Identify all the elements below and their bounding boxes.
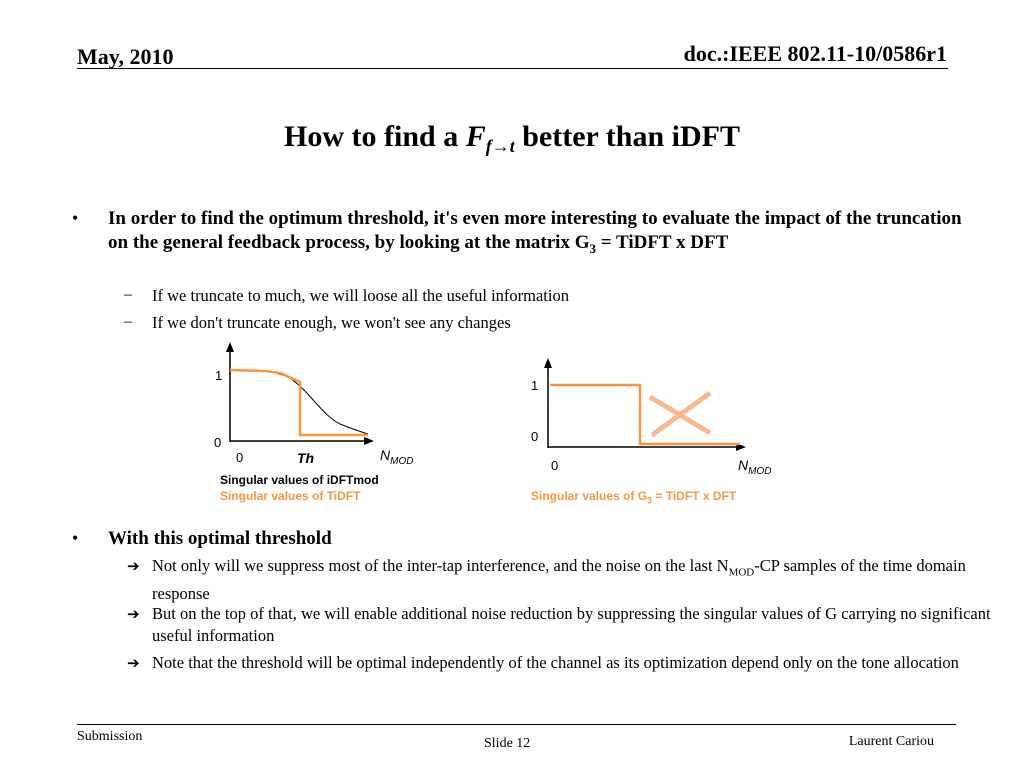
left-chart-y-arrow bbox=[226, 342, 234, 352]
arrow-right-icon: ➔ bbox=[127, 607, 140, 623]
slide-title bbox=[0, 120, 1024, 157]
right-chart-x-label-main: N bbox=[738, 457, 749, 473]
title-symbol: F bbox=[465, 120, 486, 153]
arrow-item-text-b: -CP samples of the time domain response bbox=[152, 556, 966, 604]
left-chart-x-arrow bbox=[364, 437, 374, 445]
footer-slide-number: Slide 12 bbox=[484, 736, 531, 751]
footer-author: Laurent Cariou bbox=[848, 734, 934, 749]
sub-bullet-text: If we truncate to much, we will loose all the useful information bbox=[152, 286, 569, 305]
right-chart-y-one: 1 bbox=[531, 378, 539, 393]
title-prefix: How to find a bbox=[284, 120, 466, 153]
right-chart bbox=[540, 355, 750, 455]
arrow-item-text: But on the top of that, we will enable additional noise reduction by suppressing the singular values of G carrying no significant useful information bbox=[152, 604, 991, 645]
right-chart-x-zero: 0 bbox=[551, 458, 559, 473]
arrow-item-text bbox=[152, 555, 992, 605]
right-chart-g3-curve bbox=[550, 385, 740, 444]
title-subscript: f→t bbox=[485, 136, 515, 156]
left-chart-x-label-sub: MOD bbox=[390, 455, 414, 467]
bullet-text: With this optimal threshold bbox=[108, 528, 332, 549]
bullet-text-a: In order to find the optimum threshold, it's even more interesting to evaluate the impact of the truncation on the general feedback process, by looking at the matrix G bbox=[108, 208, 962, 253]
right-chart-caption bbox=[531, 489, 736, 505]
header-doc-id: doc.:IEEE 802.11-10/0586r1 bbox=[683, 41, 947, 66]
left-chart-x-label-main: N bbox=[380, 447, 391, 463]
footer-divider bbox=[77, 724, 956, 725]
arrow-right-icon: ➔ bbox=[127, 656, 140, 672]
left-chart bbox=[220, 340, 380, 450]
bullet-text-sub: 3 bbox=[589, 240, 596, 256]
right-chart-x-label-sub: MOD bbox=[748, 465, 772, 477]
left-chart-x-zero: 0 bbox=[236, 450, 244, 465]
header-divider bbox=[77, 68, 948, 69]
sub-bullet-text: If we don't truncate enough, we won't see any changes bbox=[152, 313, 511, 332]
left-chart-caption-tidft: Singular values of TiDFT bbox=[220, 489, 361, 503]
right-chart-caption-a: Singular values of G bbox=[531, 489, 648, 503]
arrow-right-icon: ➔ bbox=[127, 559, 140, 575]
title-suffix: better than iDFT bbox=[514, 120, 740, 153]
right-chart-y-arrow bbox=[544, 358, 552, 368]
sub-bullet-marker: – bbox=[124, 286, 132, 303]
right-chart-y-zero: 0 bbox=[531, 429, 539, 444]
arrow-item-text: Note that the threshold will be optimal independently of the channel as its optimization depend only on the tone allocation bbox=[152, 653, 959, 672]
bullet-text-b: = TiDFT x DFT bbox=[596, 232, 729, 253]
header-date: May, 2010 bbox=[77, 44, 174, 69]
left-chart-tidft-curve bbox=[230, 370, 368, 435]
sub-bullet-marker: – bbox=[124, 313, 132, 330]
right-chart-x-label bbox=[738, 457, 771, 477]
bullet-marker: • bbox=[72, 208, 79, 228]
footer-submission: Submission bbox=[77, 729, 143, 744]
left-chart-threshold-label: Th bbox=[297, 450, 315, 466]
left-chart-y-one: 1 bbox=[215, 368, 223, 383]
right-chart-caption-sub: 3 bbox=[647, 495, 653, 506]
left-chart-caption-idftmod: Singular values of iDFTmod bbox=[220, 473, 379, 487]
right-chart-caption-b: = TiDFT x DFT bbox=[652, 489, 737, 503]
arrow-item-text-a: Not only will we suppress most of the inter-tap interference, and the noise on the last N bbox=[152, 556, 729, 575]
bullet-marker: • bbox=[72, 528, 79, 548]
bullet-text bbox=[108, 207, 978, 261]
arrow-item-text-sub: MOD bbox=[728, 566, 755, 579]
left-chart-y-zero: 0 bbox=[214, 435, 222, 450]
left-chart-x-label bbox=[380, 447, 413, 467]
